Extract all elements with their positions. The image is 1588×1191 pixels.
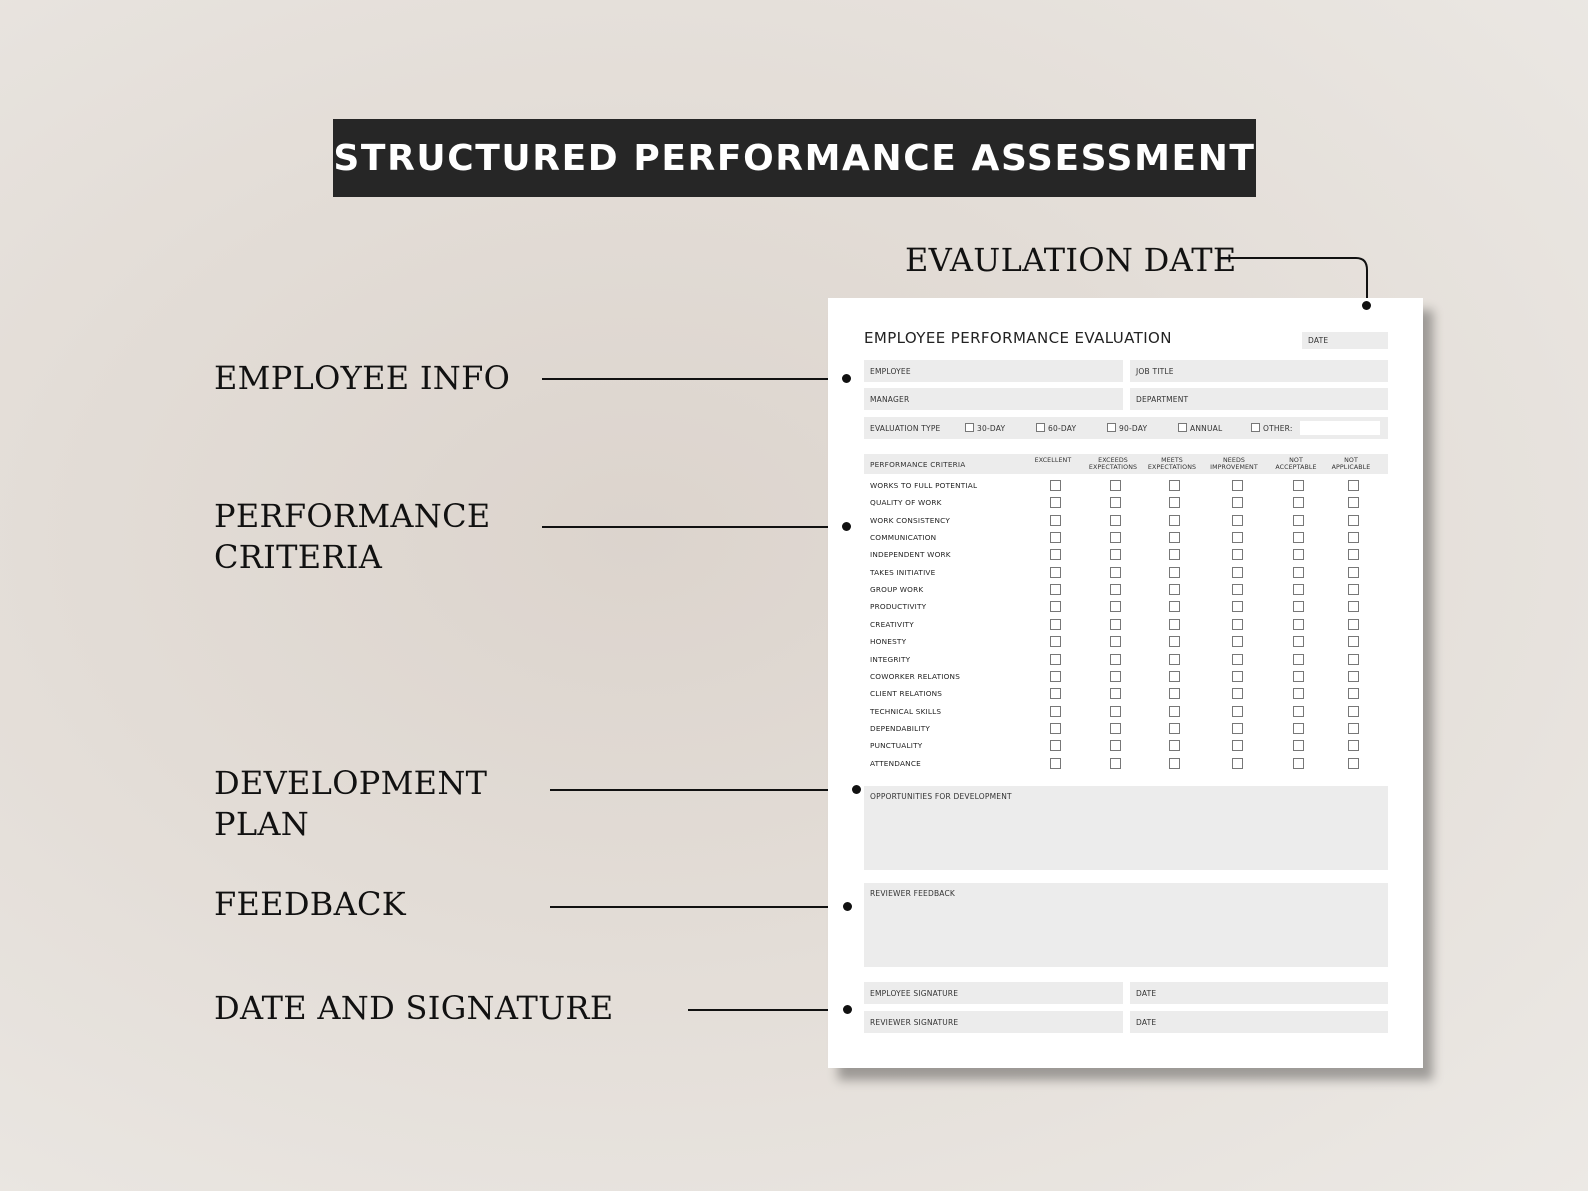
rating-checkbox[interactable] xyxy=(1348,688,1359,699)
callout-development-plan-line2: PLAN xyxy=(214,805,310,843)
checkbox-30-day[interactable] xyxy=(965,423,974,432)
col-header-meets: MEETS EXPECTATIONS xyxy=(1147,457,1197,471)
criteria-header-row xyxy=(864,454,1388,474)
rating-checkbox[interactable] xyxy=(1050,497,1061,508)
rating-checkbox[interactable] xyxy=(1050,636,1061,647)
rating-checkbox[interactable] xyxy=(1293,671,1304,682)
criteria-label: CREATIVITY xyxy=(870,619,914,629)
leader-dot-employee-info xyxy=(842,374,851,383)
rating-checkbox[interactable] xyxy=(1232,671,1243,682)
callout-development-plan-line1: DEVELOPMENT xyxy=(214,764,488,802)
rating-checkbox[interactable] xyxy=(1110,740,1121,751)
option-30-day: 30-DAY xyxy=(977,424,1006,433)
rating-checkbox[interactable] xyxy=(1232,567,1243,578)
rating-checkbox[interactable] xyxy=(1232,619,1243,630)
col-header-needs: NEEDS IMPROVEMENT xyxy=(1210,457,1258,471)
rating-checkbox[interactable] xyxy=(1232,654,1243,665)
rating-checkbox[interactable] xyxy=(1110,601,1121,612)
leader-dot-performance-criteria xyxy=(842,522,851,531)
rating-checkbox[interactable] xyxy=(1293,601,1304,612)
checkbox-annual[interactable] xyxy=(1178,423,1187,432)
rating-checkbox[interactable] xyxy=(1232,740,1243,751)
rating-checkbox[interactable] xyxy=(1110,636,1121,647)
rating-checkbox[interactable] xyxy=(1293,636,1304,647)
rating-checkbox[interactable] xyxy=(1110,497,1121,508)
rating-checkbox[interactable] xyxy=(1293,584,1304,595)
rating-checkbox[interactable] xyxy=(1169,654,1180,665)
rating-checkbox[interactable] xyxy=(1232,584,1243,595)
rating-checkbox[interactable] xyxy=(1232,480,1243,491)
criteria-label: HONESTY xyxy=(870,637,907,647)
rating-checkbox[interactable] xyxy=(1293,532,1304,543)
rating-checkbox[interactable] xyxy=(1169,515,1180,526)
criteria-label: PRODUCTIVITY xyxy=(870,602,927,612)
rating-checkbox[interactable] xyxy=(1293,515,1304,526)
criteria-label: DEPENDABILITY xyxy=(870,723,931,733)
rating-checkbox[interactable] xyxy=(1293,758,1304,769)
rating-checkbox[interactable] xyxy=(1169,723,1180,734)
criteria-label: INTEGRITY xyxy=(870,654,911,664)
reviewer-signature-date-field[interactable]: DATE xyxy=(1130,1011,1388,1033)
rating-checkbox[interactable] xyxy=(1232,549,1243,560)
criteria-label: WORK CONSISTENCY xyxy=(870,515,950,525)
form-title: EMPLOYEE PERFORMANCE EVALUATION xyxy=(864,329,1172,347)
criteria-label: PUNCTUALITY xyxy=(870,741,923,751)
rating-checkbox[interactable] xyxy=(1169,740,1180,751)
evaluation-type-row xyxy=(864,417,1388,439)
rating-checkbox[interactable] xyxy=(1348,740,1359,751)
leader-dot-date-signature xyxy=(843,1005,852,1014)
rating-checkbox[interactable] xyxy=(1110,480,1121,491)
option-annual: ANNUAL xyxy=(1190,424,1223,433)
evaluation-form-page xyxy=(828,298,1423,1068)
rating-checkbox[interactable] xyxy=(1232,758,1243,769)
rating-checkbox[interactable] xyxy=(1050,654,1061,665)
checkbox-90-day[interactable] xyxy=(1107,423,1116,432)
rating-checkbox[interactable] xyxy=(1348,515,1359,526)
option-60-day: 60-DAY xyxy=(1048,424,1077,433)
rating-checkbox[interactable] xyxy=(1348,497,1359,508)
rating-checkbox[interactable] xyxy=(1293,654,1304,665)
criteria-label: GROUP WORK xyxy=(870,585,924,595)
rating-checkbox[interactable] xyxy=(1232,601,1243,612)
rating-checkbox[interactable] xyxy=(1169,584,1180,595)
rating-checkbox[interactable] xyxy=(1169,671,1180,682)
option-other: OTHER: xyxy=(1263,424,1293,433)
callout-evaluation-date: EVAULATION DATE xyxy=(905,241,1237,279)
rating-checkbox[interactable] xyxy=(1050,480,1061,491)
checkbox-other[interactable] xyxy=(1251,423,1260,432)
rating-checkbox[interactable] xyxy=(1232,532,1243,543)
rating-checkbox[interactable] xyxy=(1293,549,1304,560)
rating-checkbox[interactable] xyxy=(1110,758,1121,769)
rating-checkbox[interactable] xyxy=(1169,497,1180,508)
criteria-label: TAKES INITIATIVE xyxy=(870,567,936,577)
rating-checkbox[interactable] xyxy=(1169,688,1180,699)
rating-checkbox[interactable] xyxy=(1232,515,1243,526)
rating-checkbox[interactable] xyxy=(1348,567,1359,578)
rating-checkbox[interactable] xyxy=(1293,723,1304,734)
rating-checkbox[interactable] xyxy=(1110,688,1121,699)
rating-checkbox[interactable] xyxy=(1110,619,1121,630)
criteria-label: TECHNICAL SKILLS xyxy=(870,706,942,716)
rating-checkbox[interactable] xyxy=(1050,688,1061,699)
rating-checkbox[interactable] xyxy=(1232,723,1243,734)
rating-checkbox[interactable] xyxy=(1169,567,1180,578)
rating-checkbox[interactable] xyxy=(1050,532,1061,543)
rating-checkbox[interactable] xyxy=(1348,601,1359,612)
rating-checkbox[interactable] xyxy=(1169,480,1180,491)
rating-checkbox[interactable] xyxy=(1050,723,1061,734)
employee-field[interactable]: EMPLOYEE xyxy=(864,360,1123,382)
criteria-label: INDEPENDENT WORK xyxy=(870,550,951,560)
rating-checkbox[interactable] xyxy=(1169,619,1180,630)
rating-checkbox[interactable] xyxy=(1050,740,1061,751)
checkbox-60-day[interactable] xyxy=(1036,423,1045,432)
job-title-field[interactable]: JOB TITLE xyxy=(1130,360,1388,382)
rating-checkbox[interactable] xyxy=(1169,532,1180,543)
leader-dot-development-plan xyxy=(852,785,861,794)
rating-checkbox[interactable] xyxy=(1110,723,1121,734)
department-field[interactable]: DEPARTMENT xyxy=(1130,388,1388,410)
callout-feedback: FEEDBACK xyxy=(214,885,406,923)
rating-checkbox[interactable] xyxy=(1169,758,1180,769)
col-header-not-acceptable: NOT ACCEPTABLE xyxy=(1275,457,1317,471)
rating-checkbox[interactable] xyxy=(1050,671,1061,682)
col-header-exceeds: EXCEEDS EXPECTATIONS xyxy=(1088,457,1138,471)
rating-checkbox[interactable] xyxy=(1050,706,1061,717)
criteria-label: CLIENT RELATIONS xyxy=(870,689,943,699)
banner-title: STRUCTURED PERFORMANCE ASSESSMENT xyxy=(333,119,1256,197)
rating-checkbox[interactable] xyxy=(1050,567,1061,578)
callout-performance-criteria-line1: PERFORMANCE xyxy=(214,497,491,535)
callout-date-signature: DATE AND SIGNATURE xyxy=(214,989,614,1027)
rating-checkbox[interactable] xyxy=(1232,636,1243,647)
rating-checkbox[interactable] xyxy=(1348,532,1359,543)
callout-performance-criteria-line2: CRITERIA xyxy=(214,538,383,576)
rating-checkbox[interactable] xyxy=(1110,549,1121,560)
rating-checkbox[interactable] xyxy=(1232,706,1243,717)
rating-checkbox[interactable] xyxy=(1348,654,1359,665)
rating-checkbox[interactable] xyxy=(1293,497,1304,508)
rating-checkbox[interactable] xyxy=(1110,671,1121,682)
rating-checkbox[interactable] xyxy=(1110,515,1121,526)
rating-checkbox[interactable] xyxy=(1348,636,1359,647)
rating-checkbox[interactable] xyxy=(1050,584,1061,595)
leader-dot-evaluation-date xyxy=(1362,301,1371,310)
rating-checkbox[interactable] xyxy=(1348,619,1359,630)
rating-checkbox[interactable] xyxy=(1348,480,1359,491)
rating-checkbox[interactable] xyxy=(1169,549,1180,560)
criteria-header-label: PERFORMANCE CRITERIA xyxy=(870,460,966,469)
rating-checkbox[interactable] xyxy=(1348,758,1359,769)
rating-checkbox[interactable] xyxy=(1293,619,1304,630)
rating-checkbox[interactable] xyxy=(1110,567,1121,578)
rating-checkbox[interactable] xyxy=(1293,480,1304,491)
rating-checkbox[interactable] xyxy=(1110,706,1121,717)
rating-checkbox[interactable] xyxy=(1293,740,1304,751)
criteria-label: COWORKER RELATIONS xyxy=(870,671,961,681)
criteria-label: ATTENDANCE xyxy=(870,758,921,768)
evaluation-type-label: EVALUATION TYPE xyxy=(870,424,941,433)
rating-checkbox[interactable] xyxy=(1050,619,1061,630)
other-input[interactable] xyxy=(1300,421,1380,435)
leader-dot-feedback xyxy=(843,902,852,911)
rating-checkbox[interactable] xyxy=(1169,636,1180,647)
callout-employee-info: EMPLOYEE INFO xyxy=(214,359,511,397)
rating-checkbox[interactable] xyxy=(1050,758,1061,769)
criteria-label: COMMUNICATION xyxy=(870,533,937,543)
rating-checkbox[interactable] xyxy=(1348,671,1359,682)
col-header-excellent: EXCELLENT xyxy=(1034,457,1072,464)
feedback-box[interactable]: REVIEWER FEEDBACK xyxy=(864,883,1388,967)
rating-checkbox[interactable] xyxy=(1348,549,1359,560)
development-box[interactable]: OPPORTUNITIES FOR DEVELOPMENT xyxy=(864,786,1388,870)
rating-checkbox[interactable] xyxy=(1348,706,1359,717)
rating-checkbox[interactable] xyxy=(1348,723,1359,734)
rating-checkbox[interactable] xyxy=(1169,706,1180,717)
rating-checkbox[interactable] xyxy=(1110,532,1121,543)
option-90-day: 90-DAY xyxy=(1119,424,1148,433)
rating-checkbox[interactable] xyxy=(1232,688,1243,699)
reviewer-signature-field[interactable]: REVIEWER SIGNATURE xyxy=(864,1011,1123,1033)
rating-checkbox[interactable] xyxy=(1293,706,1304,717)
employee-signature-field[interactable]: EMPLOYEE SIGNATURE xyxy=(864,982,1123,1004)
rating-checkbox[interactable] xyxy=(1232,497,1243,508)
col-header-not-applicable: NOT APPLICABLE xyxy=(1331,457,1371,471)
criteria-label: QUALITY OF WORK xyxy=(870,498,942,508)
rating-checkbox[interactable] xyxy=(1169,601,1180,612)
rating-checkbox[interactable] xyxy=(1110,654,1121,665)
employee-signature-date-field[interactable]: DATE xyxy=(1130,982,1388,1004)
criteria-label: WORKS TO FULL POTENTIAL xyxy=(870,481,978,490)
rating-checkbox[interactable] xyxy=(1050,515,1061,526)
date-field[interactable]: DATE xyxy=(1302,332,1388,349)
rating-checkbox[interactable] xyxy=(1293,567,1304,578)
rating-checkbox[interactable] xyxy=(1110,584,1121,595)
rating-checkbox[interactable] xyxy=(1293,688,1304,699)
rating-checkbox[interactable] xyxy=(1348,584,1359,595)
manager-field[interactable]: MANAGER xyxy=(864,388,1123,410)
rating-checkbox[interactable] xyxy=(1050,601,1061,612)
rating-checkbox[interactable] xyxy=(1050,549,1061,560)
